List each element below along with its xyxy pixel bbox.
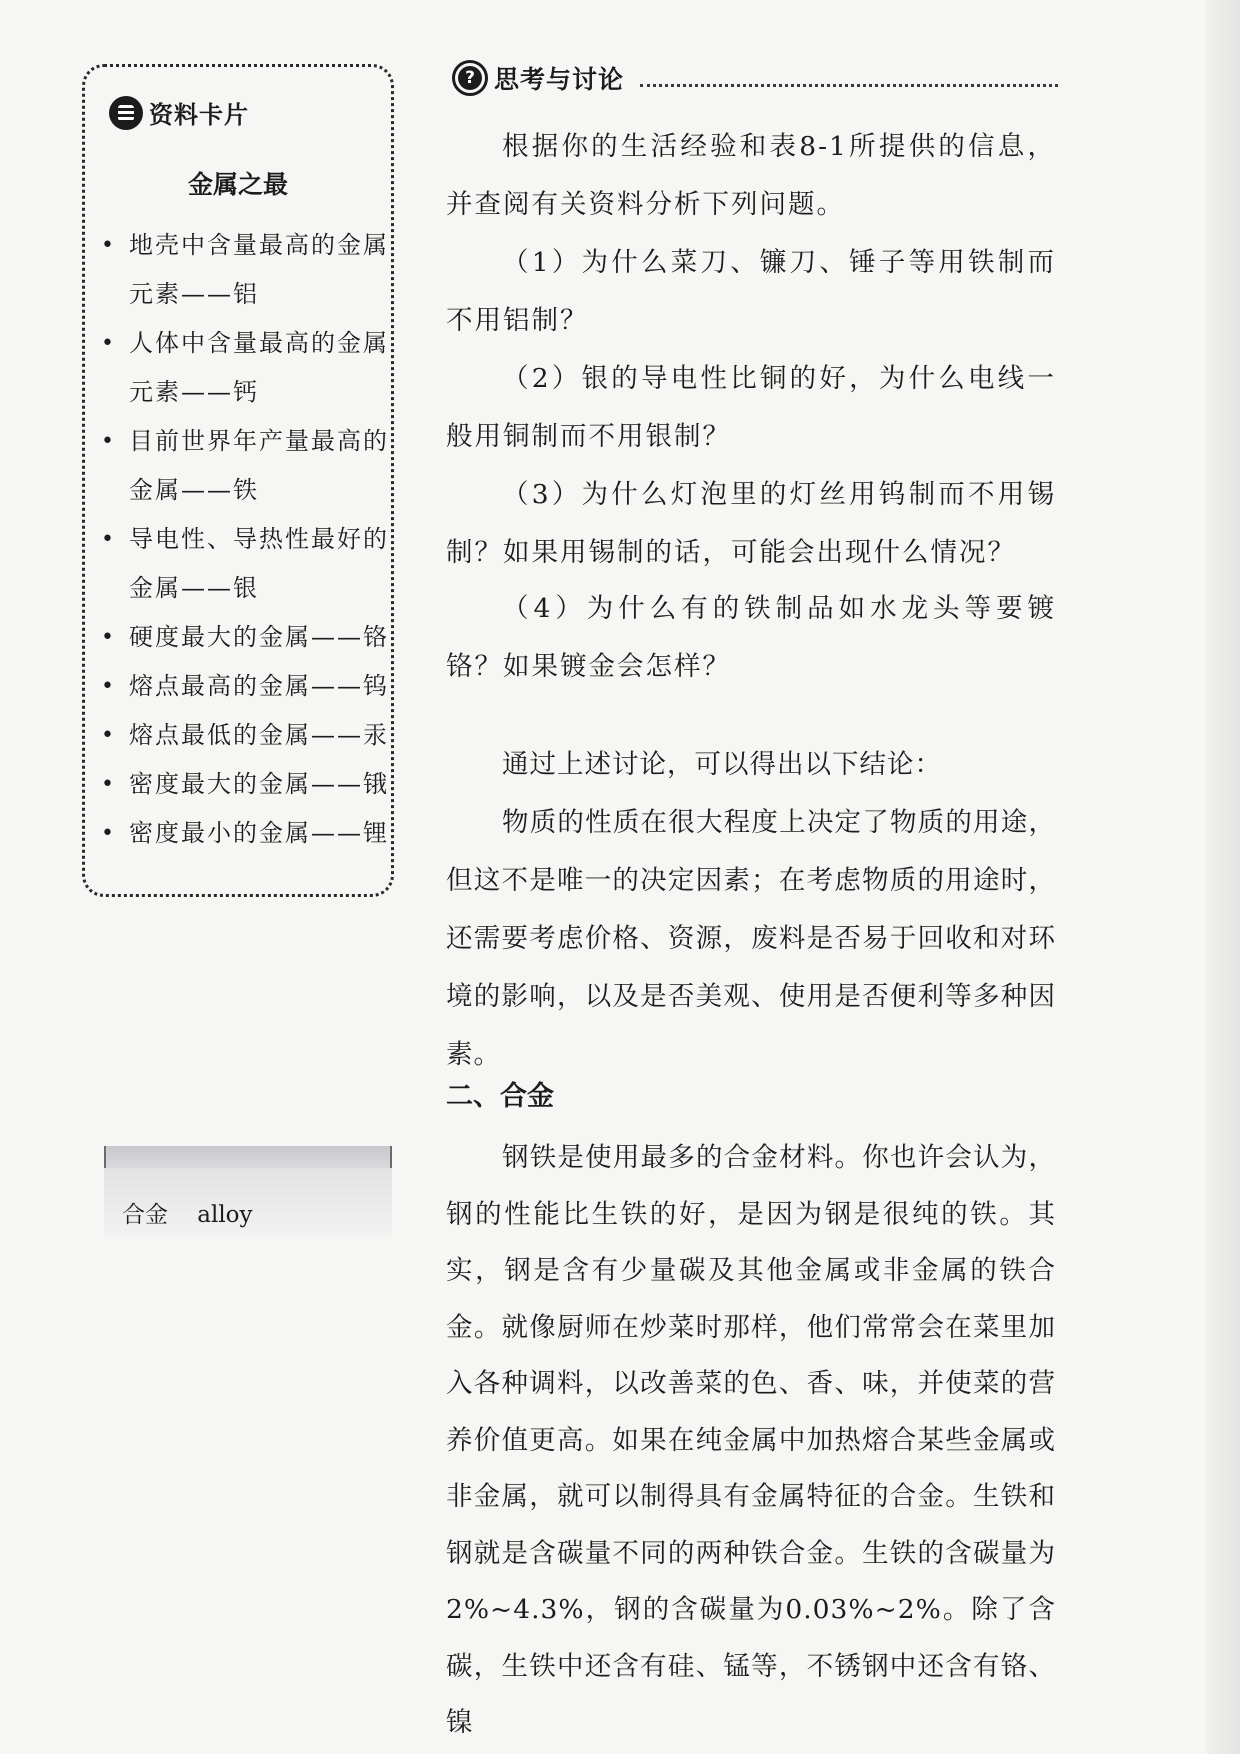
fact-text: 目前世界年产量最高的金属——铁 (129, 427, 389, 504)
bullet-icon: • (101, 625, 116, 650)
question-2: （2）银的导电性比铜的好，为什么电线一般用铜制而不用银制？ (446, 363, 1056, 452)
list-item (99, 760, 389, 809)
list-item (99, 662, 389, 711)
list-item (99, 417, 389, 515)
glossary-term: 合金 alloy (122, 1202, 253, 1228)
info-card (82, 64, 394, 897)
fact-text: 熔点最低的金属——汞 (129, 721, 389, 749)
glossary-bar (104, 1146, 392, 1168)
question-4: （4）为什么有的铁制品如水龙头等要镀铬？如果镀金会怎样？ (446, 593, 1056, 682)
question-icon: ? (452, 60, 488, 96)
list-item (99, 809, 389, 858)
glossary-body (104, 1168, 392, 1238)
page-edge (1206, 0, 1240, 1754)
alloy-paragraph: 钢铁是使用最多的合金材料。你也许会认为，钢的性能比生铁的好，是因为钢是很纯的铁。其实，钢是含有少量碳及其他金属或非金属的铁合金。就像厨师在炒菜时那样，他们常常会在菜里加入各种调料，以改善菜的色、香、味，并使菜的营养价值更高。如果在纯金属中加热熔合某些金属或非金属，就可以制得具有金属特征的合金。生铁和钢就是含碳量不同的两种铁合金。生铁的含碳量为2%~4.3%，钢的含碳量为0.03%~2%。除了含碳，生铁中还含有硅、锰等，不锈钢中还含有铬、镍 (446, 1142, 1056, 1738)
think-discuss-header (452, 60, 624, 96)
bullet-icon: • (101, 772, 116, 797)
fact-text: 密度最小的金属——锂 (129, 819, 389, 847)
conclusion-body: 物质的性质在很大程度上决定了物质的用途，但这不是唯一的决定因素；在考虑物质的用途时，还需要考虑价格、资源，废料是否易于回收和对环境的影响，以及是否美观、使用是否便利等多种因素。 (446, 807, 1056, 1070)
fact-text: 地壳中含量最高的金属元素——铝 (129, 231, 389, 308)
list-item (99, 319, 389, 417)
list-item (99, 613, 389, 662)
fact-text: 硬度最大的金属——铬 (129, 623, 389, 651)
bullet-icon: • (101, 233, 116, 258)
fact-text: 导电性、导热性最好的金属——银 (129, 525, 389, 602)
fact-list (99, 221, 389, 858)
info-card-header (109, 95, 249, 130)
bullet-icon: • (101, 527, 116, 552)
section-heading-alloy: 二、合金 (446, 1081, 554, 1112)
book-icon (109, 96, 143, 130)
list-item (99, 221, 389, 319)
bullet-icon: • (101, 821, 116, 846)
info-card-title: 资料卡片 (149, 101, 249, 129)
list-item (99, 515, 389, 613)
think-intro: 根据你的生活经验和表8-1所提供的信息，并查阅有关资料分析下列问题。 (446, 131, 1056, 220)
conclusion-lead: 通过上述讨论，可以得出以下结论： (502, 749, 942, 780)
glossary-box (104, 1146, 392, 1238)
info-card-subtitle: 金属之最 (187, 170, 288, 199)
question-1: （1）为什么菜刀、镰刀、锤子等用铁制而不用铝制？ (446, 247, 1056, 336)
bullet-icon: • (101, 429, 116, 454)
think-discuss-title: 思考与讨论 (494, 65, 625, 94)
bullet-icon: • (101, 331, 116, 356)
dotted-divider (640, 84, 1058, 87)
fact-text: 熔点最高的金属——钨 (129, 672, 389, 700)
fact-text: 人体中含量最高的金属元素——钙 (129, 329, 389, 406)
bullet-icon: • (101, 674, 116, 699)
question-3: （3）为什么灯泡里的灯丝用钨制而不用锡制？如果用锡制的话，可能会出现什么情况？ (446, 479, 1056, 568)
fact-text: 密度最大的金属——锇 (129, 770, 389, 798)
bullet-icon: • (101, 723, 116, 748)
list-item (99, 711, 389, 760)
